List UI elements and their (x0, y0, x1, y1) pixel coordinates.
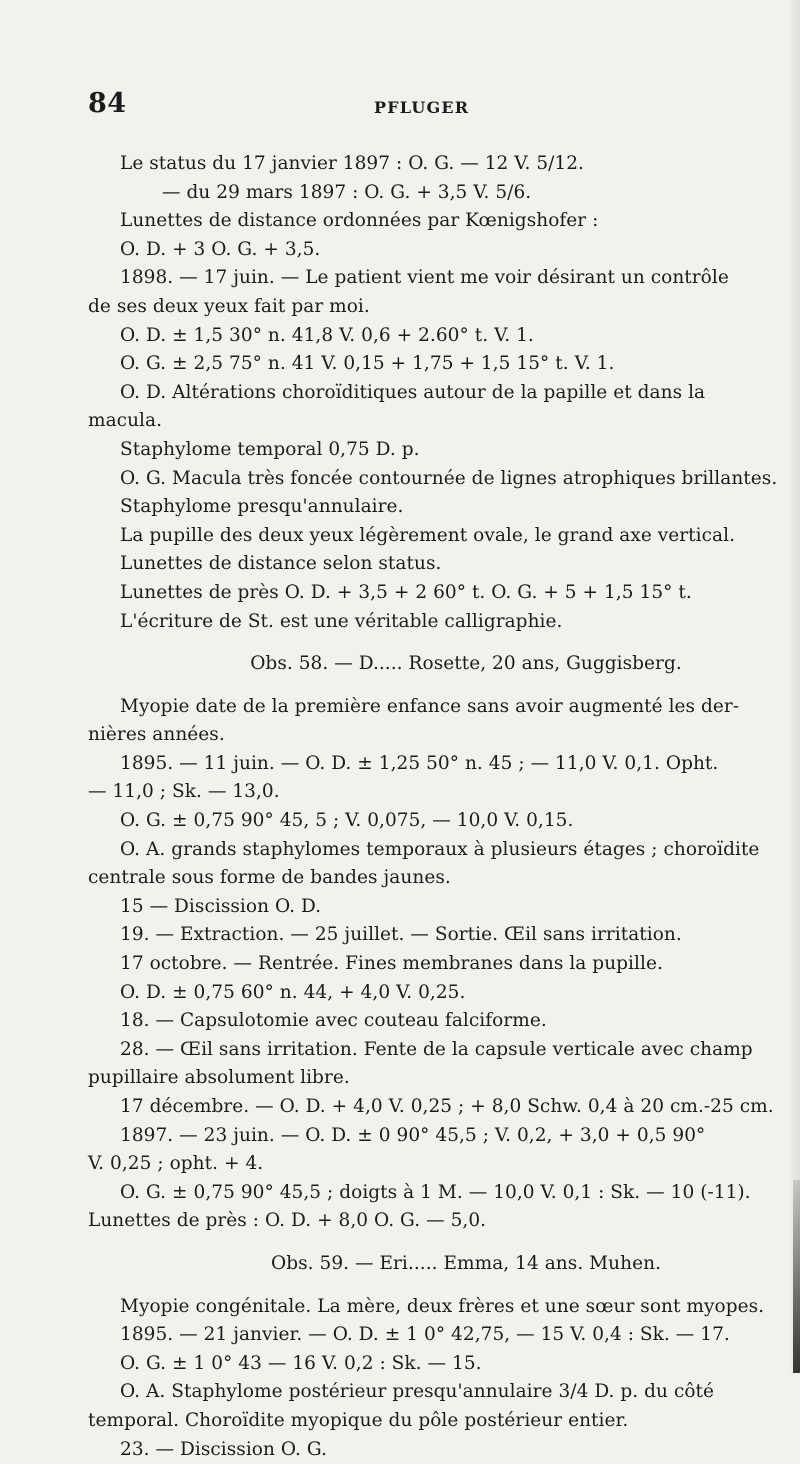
text-line: O. G. ± 0,75 90° 45,5 ; doigts à 1 M. — 10,0 V. 0,1 : Sk. — 10 (-11). (120, 1181, 751, 1203)
page-edge-shadow (788, 0, 800, 1373)
observation-heading: Obs. 59. — Eri..... Emma, 14 ans. Muhen. (270, 1252, 661, 1274)
text-line: O. D. + 3 O. G. + 3,5. (120, 238, 321, 260)
text-line: Lunettes de distance selon status. (120, 553, 442, 575)
text-line: macula. (88, 410, 163, 432)
text-line: O. G. ± 1 0° 43 — 16 V. 0,2 : Sk. — 15. (120, 1352, 482, 1374)
text-line: 19. — Extraction. — 25 juillet. — Sortie. Œil sans irritation. (120, 924, 682, 946)
text-line: — du 29 mars 1897 : O. G. + 3,5 V. 5/6. (162, 181, 532, 203)
text-line: Lunettes de près O. D. + 3,5 + 2 60° t. O. G. + 5 + 1,5 15° t. (120, 581, 692, 603)
text-line: O. A. Staphylome postérieur presqu'annulaire 3/4 D. p. du côté (120, 1381, 715, 1403)
text-line: Myopie date de la première enfance sans avoir augmenté les der- (120, 695, 740, 717)
observation-heading: Obs. 58. — D..... Rosette, 20 ans, Guggisberg. (250, 653, 682, 675)
text-line: Lunettes de près : O. D. + 8,0 O. G. — 5,0. (88, 1210, 487, 1232)
body-text (88, 150, 792, 1464)
text-line: O. D. ± 0,75 60° n. 44, + 4,0 V. 0,25. (120, 981, 466, 1003)
text-line: O. G. ± 2,5 75° n. 41 V. 0,15 + 1,75 + 1,5 15° t. V. 1. (120, 353, 615, 375)
running-head: PFLUGER (374, 98, 470, 117)
text-line: de ses deux yeux fait par moi. (88, 295, 370, 317)
text-line: 1898. — 17 juin. — Le patient vient me voir désirant un contrôle (120, 267, 729, 289)
text-line: 15 — Discission O. D. (120, 895, 322, 917)
text-line: Lunettes de distance ordonnées par Kœnigshofer : (120, 210, 599, 232)
text-line: La pupille des deux yeux légèrement ovale, le grand axe vertical. (120, 524, 736, 546)
text-line: L'écriture de St. est une véritable calligraphie. (120, 610, 563, 632)
text-line: — 11,0 ; Sk. — 13,0. (88, 781, 280, 803)
text-line: Le status du 17 janvier 1897 : O. G. — 12 V. 5/12. (120, 153, 584, 174)
page-header (0, 88, 800, 128)
text-line: Myopie congénitale. La mère, deux frères et une sœur sont myopes. (120, 1295, 765, 1317)
text-line: 1895. — 21 janvier. — O. D. ± 1 0° 42,75, — 15 V. 0,4 : Sk. — 17. (120, 1324, 730, 1346)
text-line: 28. — Œil sans irritation. Fente de la capsule verticale avec champ (120, 1038, 753, 1060)
text-line: Staphylome presqu'annulaire. (120, 496, 404, 518)
text-line: V. 0,25 ; opht. + 4. (88, 1153, 264, 1175)
text-line: pupillaire absolument libre. (88, 1067, 350, 1089)
text-line: O. G. Macula très foncée contournée de lignes atrophiques brillantes. (120, 467, 778, 489)
text-line: 1897. — 23 juin. — O. D. ± 0 90° 45,5 ; V. 0,2, + 3,0 + 0,5 90° (120, 1124, 706, 1146)
text-line: 23. — Discission O. G. (120, 1438, 327, 1460)
text-line: O. D. Altérations choroïditiques autour de la papille et dans la (120, 381, 706, 403)
page-number: 84 (88, 88, 127, 119)
text-line: temporal. Choroïdite myopique du pôle postérieur entier. (88, 1409, 629, 1431)
text-line: 1895. — 11 juin. — O. D. ± 1,25 50° n. 45 ; — 11,0 V. 0,1. Opht. (120, 752, 719, 774)
text-line: O. G. ± 0,75 90° 45, 5 ; V. 0,075, — 10,0 V. 0,15. (120, 810, 574, 832)
scan-edge-mark (793, 1180, 800, 1373)
text-line: 17 décembre. — O. D. + 4,0 V. 0,25 ; + 8,0 Schw. 0,4 à 20 cm.-25 cm. (120, 1096, 774, 1117)
text-line: 17 octobre. — Rentrée. Fines membranes dans la pupille. (120, 953, 663, 975)
text-line: O. D. ± 1,5 30° n. 41,8 V. 0,6 + 2.60° t. V. 1. (120, 324, 534, 346)
text-line: Staphylome temporal 0,75 D. p. (120, 438, 420, 460)
text-line: 18. — Capsulotomie avec couteau falciforme. (120, 1010, 547, 1032)
text-line: centrale sous forme de bandes jaunes. (88, 867, 451, 889)
text-line: O. A. grands staphylomes temporaux à plusieurs étages ; choroïdite (120, 838, 760, 860)
text-line: nières années. (88, 724, 225, 746)
